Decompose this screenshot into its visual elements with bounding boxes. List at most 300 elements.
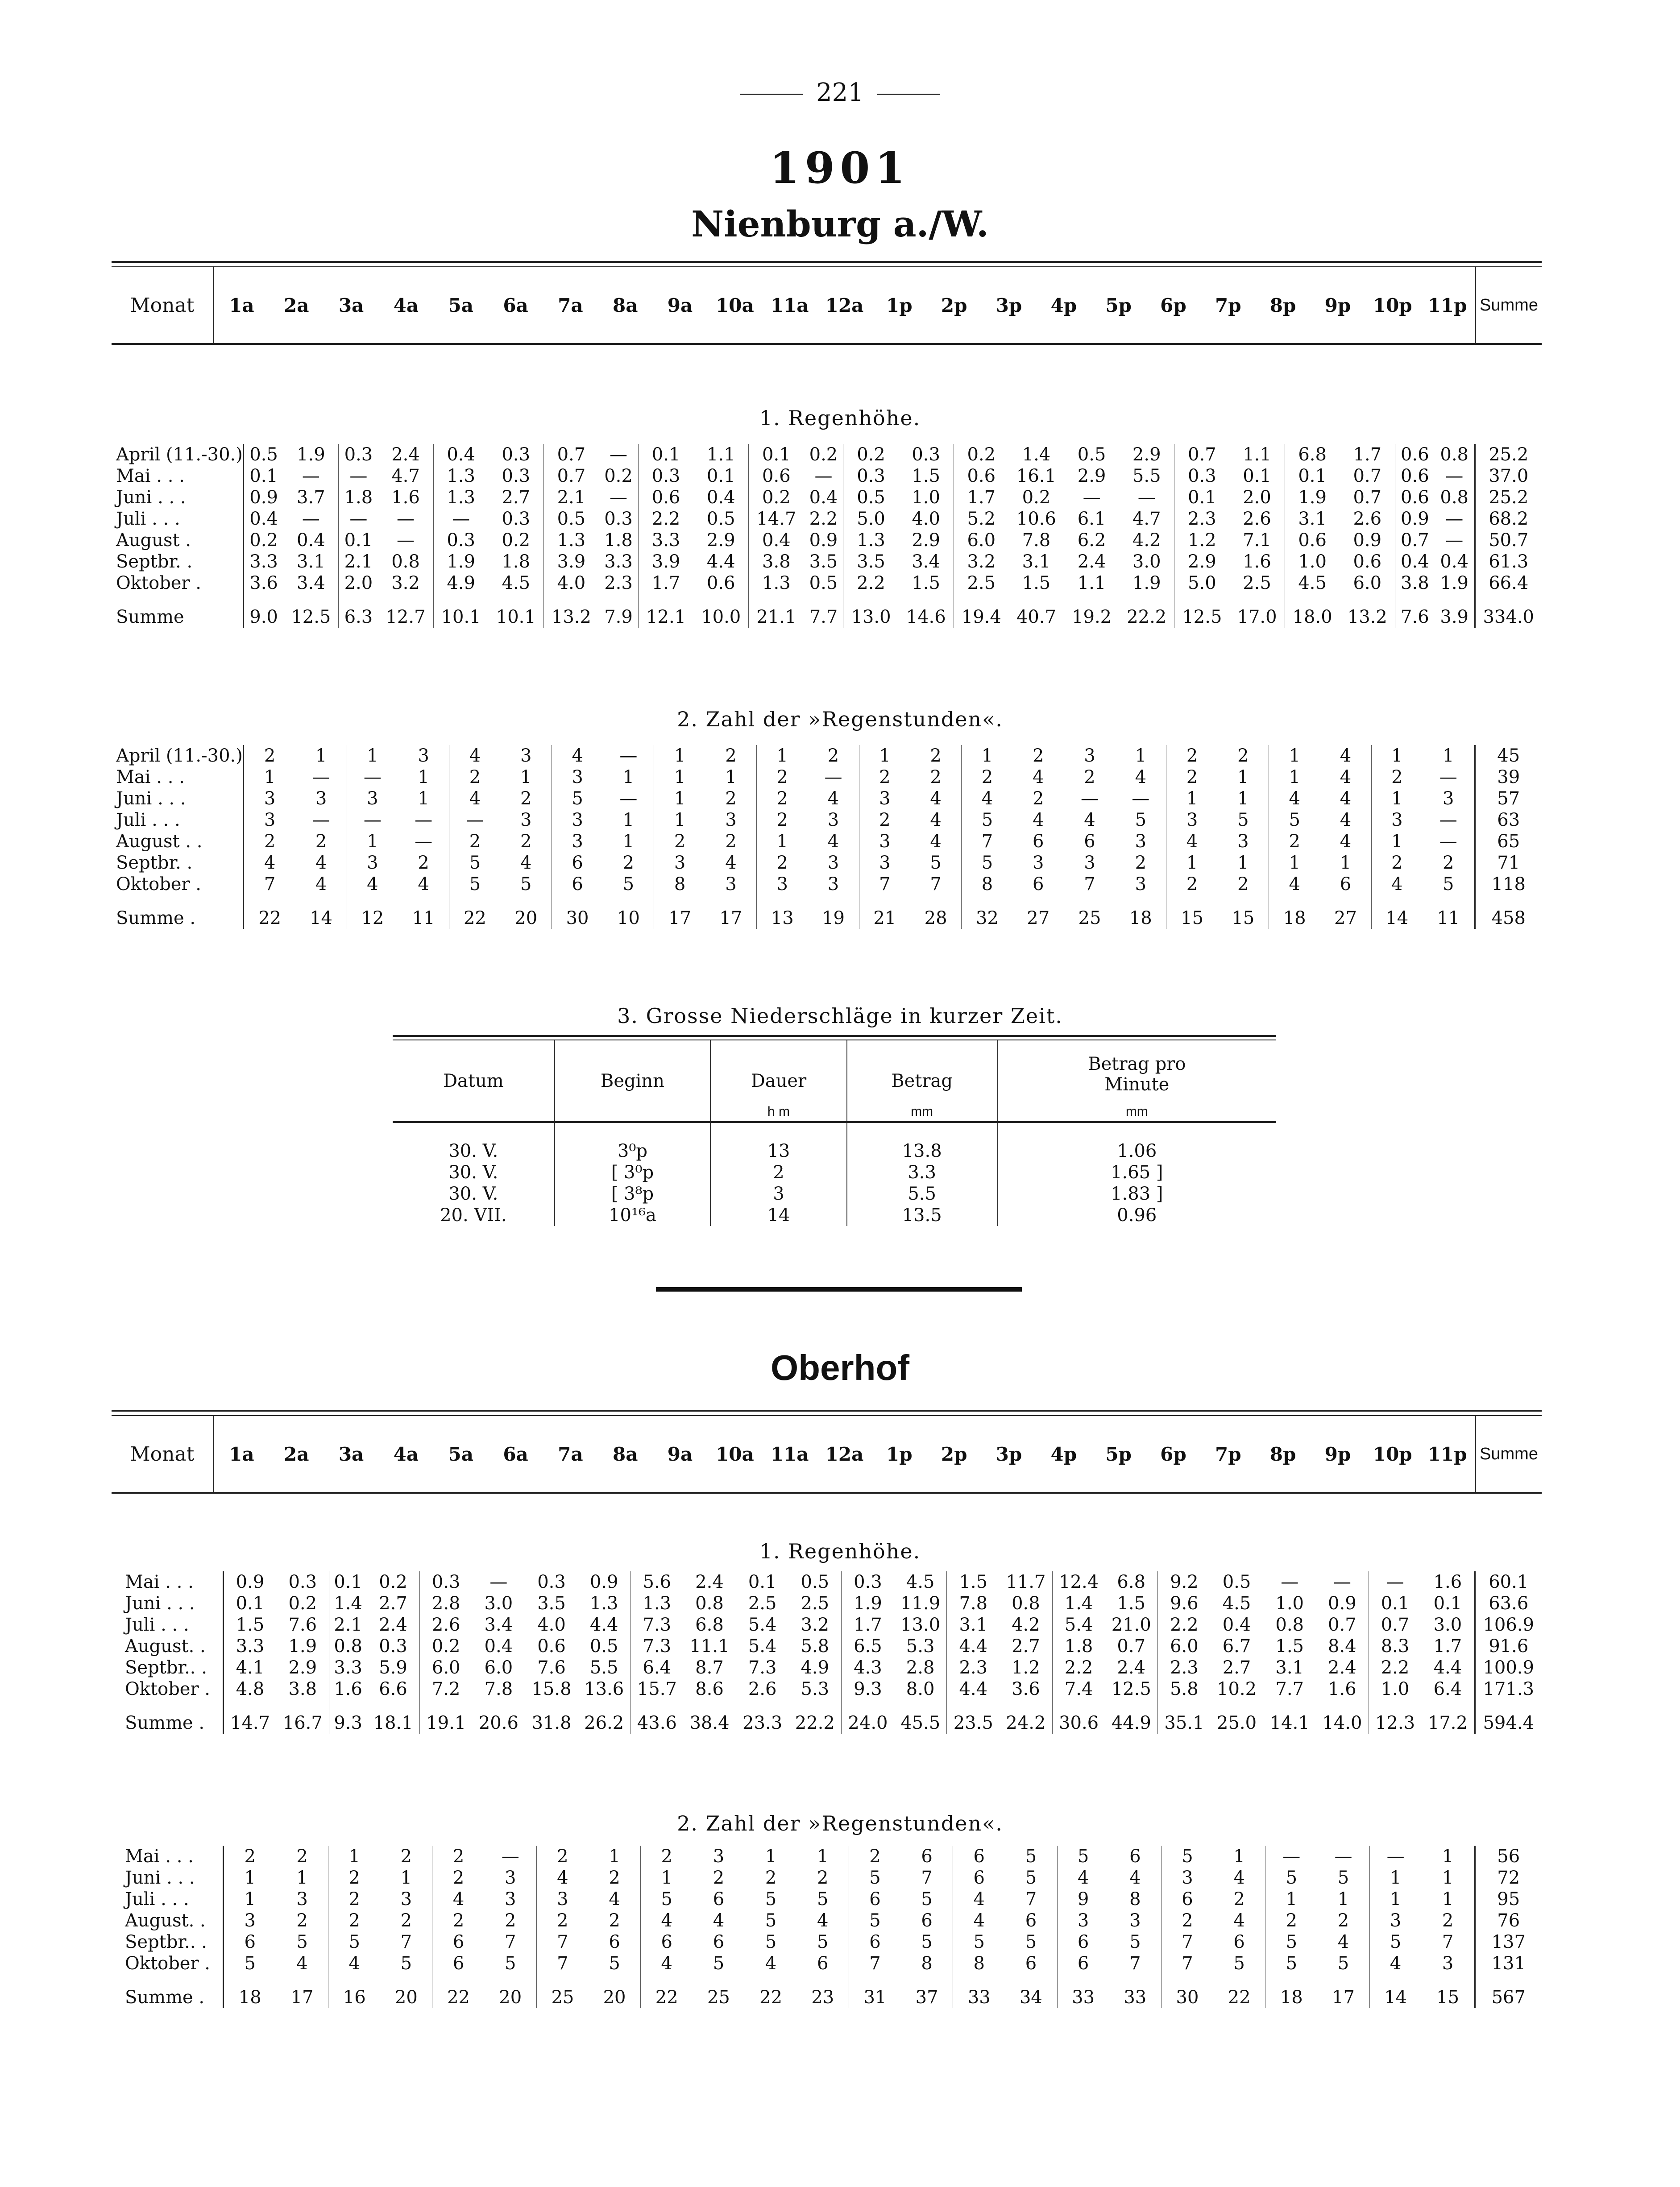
row-sum: 567 [1475, 1974, 1542, 2008]
row-sum: 63.6 [1475, 1593, 1542, 1614]
value-cell: 6.3 [344, 607, 373, 627]
value-cell: 6.0 [431, 1657, 460, 1678]
value-cell: 0.4 [762, 530, 791, 551]
value-cell: 2.0 [1229, 487, 1285, 508]
value-cell: 5 [469, 853, 481, 873]
hour-header-row [112, 267, 1542, 345]
value-cell: 13.2 [551, 607, 591, 627]
month-label: Summe . [112, 895, 243, 929]
value-cell: 1 [1286, 1889, 1298, 1909]
value-cell: 5 [1109, 1931, 1161, 1953]
row-sum: 131 [1475, 1953, 1542, 1974]
value-cell: 2 [705, 831, 757, 852]
value-cell: 0.9 [236, 1572, 265, 1592]
value-cell: 20 [501, 895, 552, 929]
month-label: Mai . . . [112, 766, 243, 788]
value-cell: 6.5 [854, 1636, 882, 1657]
value-cell: 6 [1182, 1889, 1193, 1909]
value-cell: 14.1 [1269, 1713, 1310, 1733]
value-cell: — [349, 466, 368, 486]
value-cell: 1.2 [1188, 530, 1216, 551]
value-cell: 1.8 [489, 551, 544, 572]
value-cell: 7 [901, 1867, 953, 1889]
hour-column-header: 5p [1105, 1443, 1132, 1465]
value-cell: 4.9 [788, 1657, 841, 1678]
value-cell: 16.7 [276, 1700, 329, 1734]
value-cell: 12.5 [1182, 607, 1222, 627]
value-cell: — [466, 810, 484, 830]
value-cell: 2.6 [1340, 508, 1395, 530]
value-cell: 0.5 [788, 1571, 841, 1593]
value-cell: 0.3 [344, 444, 373, 465]
value-cell: 1.1 [1229, 444, 1285, 465]
value-cell: 2 [1013, 788, 1064, 809]
value-cell: 0.7 [1188, 444, 1216, 465]
heavy-rain-row [393, 1205, 1276, 1226]
value-cell: 2 [869, 1846, 881, 1867]
value-cell: 28 [910, 895, 962, 929]
value-cell: 1 [879, 746, 891, 766]
value-cell: 2 [1186, 874, 1198, 895]
value-cell: 1 [244, 1889, 256, 1909]
value-cell: 3.0 [1119, 551, 1174, 572]
value-cell: 15 [1181, 908, 1204, 928]
value-cell: 1.7 [651, 573, 680, 593]
value-cell: 6 [452, 1953, 465, 1974]
value-cell: 1 [367, 831, 378, 852]
value-cell: 21 [873, 908, 896, 928]
value-cell: 2.4 [1077, 551, 1106, 572]
value-cell: 4 [808, 788, 859, 809]
value-cell: 19.1 [426, 1713, 466, 1733]
value-cell: 3 [295, 788, 347, 809]
value-cell: 0.9 [1316, 1593, 1369, 1614]
value-cell: — [1081, 788, 1099, 809]
value-cell: 0.1 [236, 1593, 265, 1614]
value-cell: 4.4 [578, 1614, 631, 1636]
value-cell: 3.0 [1433, 1615, 1462, 1635]
value-cell: 9.2 [1170, 1572, 1199, 1592]
value-cell: 19 [808, 895, 859, 929]
value-cell: 0.5 [578, 1636, 631, 1657]
value-cell: 5 [765, 1910, 777, 1931]
value-cell: 2.6 [748, 1679, 777, 1699]
hour-column-header: 12a [825, 294, 864, 316]
value-cell: — [1439, 810, 1457, 830]
value-cell: 6 [1013, 874, 1064, 895]
value-cell: 33 [967, 1987, 991, 2008]
value-cell: — [398, 809, 449, 831]
value-cell: 7.4 [1064, 1679, 1093, 1699]
value-cell: 1 [705, 766, 757, 788]
value-cell: 2 [1213, 1889, 1265, 1910]
month-label: Septbr. . [112, 551, 243, 572]
value-cell: 15.8 [531, 1679, 572, 1699]
value-cell: 2 [1182, 1910, 1193, 1931]
month-label: Juni . . . [120, 1593, 223, 1614]
value-cell: 2 [776, 853, 788, 873]
value-cell: 32 [975, 908, 999, 928]
value-cell: 1 [398, 766, 449, 788]
table-row [120, 1931, 1542, 1953]
section-title-regenstunden: 2. Zahl der »Regenstunden«. [677, 1811, 1003, 1835]
page-number: 221 [0, 78, 1680, 107]
row-sum: 37.0 [1475, 465, 1542, 487]
value-cell: 2 [1442, 853, 1454, 873]
value-cell: 4 [295, 852, 347, 874]
value-cell: 0.1 [693, 465, 749, 487]
value-cell: 2.1 [557, 487, 586, 508]
value-cell: 1 [1391, 746, 1403, 766]
value-cell: 4 [1289, 788, 1300, 809]
value-cell: 3 [1115, 874, 1166, 895]
value-cell: 4 [1391, 874, 1403, 895]
hour-column-header: 2a [284, 1443, 309, 1465]
value-cell: 3.6 [1000, 1678, 1052, 1700]
value-cell: — [1386, 1846, 1405, 1867]
value-cell: 1.6 [1433, 1572, 1462, 1592]
value-cell: 4.5 [1211, 1593, 1263, 1614]
value-cell: 1.4 [1009, 444, 1064, 465]
value-cell: 31 [863, 1987, 887, 2008]
value-cell: 2.4 [1316, 1657, 1369, 1678]
value-cell: 5.3 [788, 1678, 841, 1700]
rain-amount-table-oberhof [120, 1571, 1542, 1734]
value-cell: 13.6 [578, 1678, 631, 1700]
value-cell: 14 [1385, 908, 1409, 928]
value-cell: 0.1 [748, 1572, 777, 1592]
month-label: August . . [112, 831, 243, 852]
value-cell: 1.8 [1064, 1636, 1093, 1657]
value-cell: 20 [380, 1974, 432, 2008]
value-cell: 0.3 [489, 465, 544, 487]
value-cell: 0.2 [431, 1636, 460, 1657]
value-cell: 4 [1084, 810, 1095, 830]
value-cell: 0.3 [599, 508, 639, 530]
value-cell: 17 [1317, 1974, 1369, 2008]
value-cell: 20.6 [473, 1700, 525, 1734]
value-cell: 5 [1005, 1867, 1057, 1889]
table-row [120, 1953, 1542, 1974]
value-cell: 2.1 [334, 1615, 362, 1635]
value-cell: 3.5 [804, 551, 843, 572]
month-label: Oktober . [120, 1678, 223, 1700]
value-cell: 22 [655, 1987, 678, 2008]
value-cell: 5 [901, 1931, 953, 1953]
value-cell: 1 [674, 810, 686, 830]
row-sum: 25.2 [1475, 444, 1542, 465]
value-cell: 12.5 [1105, 1678, 1157, 1700]
month-label: Mai . . . [120, 1571, 223, 1593]
value-cell: 3 [501, 745, 552, 766]
value-cell: 1 [661, 1868, 672, 1888]
value-cell: 6 [661, 1932, 672, 1952]
row-sum: 76 [1475, 1910, 1542, 1931]
hour-column-header: 8a [612, 1443, 638, 1465]
month-label: Oktober . [112, 572, 243, 594]
value-cell: 19.2 [1072, 607, 1112, 627]
value-cell: 3 [264, 788, 276, 809]
value-cell: 6.7 [1211, 1636, 1263, 1657]
value-cell: 8.4 [1316, 1636, 1369, 1657]
value-cell: 0.4 [1440, 551, 1468, 572]
value-cell: 0.3 [651, 466, 680, 486]
hour-column-header: 7p [1215, 1443, 1241, 1465]
value-cell: 2 [469, 831, 481, 852]
value-cell: 2 [1218, 745, 1269, 766]
table-row [112, 551, 1542, 572]
value-cell: 11 [1437, 908, 1460, 928]
value-cell: 2 [557, 1910, 568, 1931]
heavy-rain-row [393, 1162, 1276, 1183]
month-label: Juni . . . [112, 487, 243, 508]
value-cell: 4 [398, 874, 449, 895]
value-cell: 2 [380, 1910, 432, 1931]
value-cell: 7 [264, 874, 276, 895]
hour-column-header: 10p [1373, 1443, 1412, 1465]
value-cell: 5.5 [578, 1657, 631, 1678]
value-cell: 11 [398, 895, 449, 929]
value-cell: 21.1 [756, 607, 796, 627]
value-cell: 1 [603, 809, 654, 831]
value-cell: 30.6 [1059, 1713, 1099, 1733]
value-cell: 1 [589, 1846, 641, 1867]
value-cell: 1 [1442, 746, 1454, 766]
value-cell: 3 [398, 745, 449, 766]
value-cell: 3.5 [857, 551, 885, 572]
value-cell: 23 [797, 1974, 849, 2008]
value-cell: 1.1 [1077, 573, 1106, 593]
value-cell: 40.7 [1009, 594, 1064, 628]
value-cell: 17.2 [1427, 1713, 1468, 1733]
value-cell: — [1445, 530, 1464, 551]
row-sum: 137 [1475, 1931, 1542, 1953]
value-cell: 0.4 [693, 487, 749, 508]
value-cell: 3.3 [249, 551, 278, 572]
value-cell: 5 [380, 1953, 432, 1974]
month-label: Juli . . . [112, 809, 243, 831]
value-cell: 12.3 [1375, 1713, 1415, 1733]
col-duration: Dauer h m [710, 1040, 846, 1122]
value-cell: 16.1 [1009, 465, 1064, 487]
row-sum: 61.3 [1475, 551, 1542, 572]
month-label: Summe . [120, 1974, 223, 2008]
value-cell: 7 [557, 1953, 568, 1974]
value-cell: 5 [869, 1868, 881, 1888]
value-cell: — [363, 810, 382, 830]
table-row [112, 874, 1542, 895]
value-cell: 2 [1013, 745, 1064, 766]
value-cell: 1.9 [447, 551, 475, 572]
value-cell: 5 [693, 1953, 745, 1974]
value-cell: 17 [668, 908, 692, 928]
table-row [112, 487, 1542, 508]
month-label: Juli . . . [120, 1889, 223, 1910]
value-cell: 2 [1115, 852, 1166, 874]
value-cell: 14 [295, 895, 347, 929]
value-cell: 2 [603, 852, 654, 874]
value-cell: 3.1 [959, 1615, 988, 1635]
row-sum: 171.3 [1475, 1678, 1542, 1700]
value-cell: 7 [1005, 1889, 1057, 1910]
value-cell: 1.3 [578, 1593, 631, 1614]
col-date: Datum [393, 1040, 555, 1122]
value-cell: 1.6 [1229, 551, 1285, 572]
value-cell: 0.7 [557, 466, 586, 486]
value-cell: 3.9 [557, 551, 586, 572]
row-sum: 25.2 [1475, 487, 1542, 508]
value-cell: 20 [485, 1974, 537, 2008]
value-cell: 0.4 [283, 530, 339, 551]
value-cell: 5 [1317, 1953, 1369, 1974]
value-cell: 10.6 [1009, 508, 1064, 530]
value-cell: 3 [1077, 1910, 1089, 1931]
value-cell: 3.9 [651, 551, 680, 572]
value-cell: 4 [295, 874, 347, 895]
value-cell: 0.2 [599, 465, 639, 487]
value-cell: 9.6 [1170, 1593, 1199, 1614]
value-cell: 5 [1005, 1931, 1057, 1953]
value-cell: 1 [276, 1867, 328, 1889]
value-cell: 4 [452, 1889, 465, 1909]
month-label: August . [112, 530, 243, 551]
value-cell: 4 [1320, 745, 1371, 766]
value-cell: 5.8 [1170, 1679, 1199, 1699]
value-cell: 2.4 [1105, 1657, 1157, 1678]
value-cell: 1.3 [557, 530, 586, 551]
hour-column-header: 8a [612, 294, 638, 316]
value-cell: 3 [557, 1889, 568, 1909]
value-cell: — [804, 465, 843, 487]
value-cell: 2.2 [651, 509, 680, 529]
hour-column-header: 6a [503, 1443, 528, 1465]
value-cell: 12.5 [283, 594, 339, 628]
table-row [112, 508, 1542, 530]
value-cell: 1.9 [1119, 572, 1174, 594]
value-cell: 3 [674, 853, 686, 873]
station-title-oberhof: Oberhof [770, 1348, 910, 1388]
value-cell: 7 [1084, 874, 1095, 895]
value-cell: 19.4 [961, 607, 1001, 627]
value-cell: 3.8 [276, 1678, 329, 1700]
value-cell: 5 [501, 874, 552, 895]
value-cell: 4 [557, 1868, 568, 1888]
value-cell: 12.1 [646, 607, 686, 627]
value-cell: 2.1 [344, 551, 373, 572]
value-cell: 6 [901, 1910, 953, 1931]
value-cell: 2 [879, 767, 891, 787]
value-cell: 1 [765, 1846, 777, 1867]
hour-column-header: 1p [886, 294, 913, 316]
value-cell: 2 [589, 1910, 641, 1931]
sum-row [112, 594, 1542, 628]
value-cell: 4 [973, 1889, 985, 1909]
value-cell: 2 [981, 767, 993, 787]
value-cell: 5.3 [894, 1636, 947, 1657]
value-cell: — [808, 766, 859, 788]
value-cell: 6 [901, 1846, 953, 1867]
value-cell: — [283, 465, 339, 487]
value-cell: 7 [1442, 1932, 1454, 1952]
row-sum: 56 [1475, 1846, 1542, 1867]
value-cell: 1 [1442, 1868, 1454, 1888]
value-cell: 3 [879, 788, 891, 809]
value-cell: 38.4 [683, 1700, 736, 1734]
value-cell: 11.9 [894, 1593, 947, 1614]
value-cell: 4.2 [1119, 530, 1174, 551]
value-cell: 7 [485, 1931, 537, 1953]
value-cell: 5 [661, 1889, 672, 1909]
row-sum: 594.4 [1475, 1700, 1542, 1734]
value-cell: 2 [276, 1846, 328, 1867]
value-cell: 3.1 [1009, 551, 1064, 572]
value-cell: 4 [1213, 1910, 1265, 1931]
heavy-rain-start: 3⁰p [555, 1122, 711, 1162]
col-amount: Betrag mm [847, 1040, 997, 1122]
value-cell: 33 [1109, 1974, 1161, 2008]
value-cell: 5 [973, 1932, 985, 1952]
hour-column-header: 2a [284, 294, 309, 316]
value-cell: 25 [551, 1987, 574, 2008]
value-cell: 1.0 [899, 487, 954, 508]
value-cell: 0.5 [693, 508, 749, 530]
sum-row [112, 895, 1542, 929]
value-cell: 2 [776, 767, 788, 787]
value-cell: 6 [1005, 1910, 1057, 1931]
value-cell: 2.6 [431, 1615, 460, 1635]
value-cell: 3 [276, 1889, 328, 1910]
value-cell: 18.1 [367, 1700, 419, 1734]
value-cell: 3 [501, 809, 552, 831]
value-cell: 8 [901, 1953, 953, 1974]
row-sum: 91.6 [1475, 1636, 1542, 1657]
value-cell: 2.2 [1381, 1657, 1410, 1678]
value-cell: 4 [501, 852, 552, 874]
heavy-rain-amount: 3.3 [847, 1162, 997, 1183]
value-cell: 6.6 [367, 1678, 419, 1700]
value-cell: 6 [589, 1931, 641, 1953]
value-cell: 6 [1213, 1931, 1265, 1953]
value-cell: 13.0 [894, 1614, 947, 1636]
value-cell: 0.6 [1340, 551, 1395, 572]
value-cell: 1 [981, 746, 993, 766]
row-sum: 100.9 [1475, 1657, 1542, 1678]
hour-column-header: 7a [558, 294, 583, 316]
value-cell: 4 [973, 1910, 985, 1931]
value-cell: 5 [1317, 1867, 1369, 1889]
value-cell: 44.9 [1105, 1700, 1157, 1734]
value-cell: — [603, 745, 654, 766]
value-cell: 2.9 [1119, 444, 1174, 465]
value-cell: 2.2 [1064, 1657, 1093, 1678]
table-row [120, 1678, 1542, 1700]
value-cell: 4.7 [378, 465, 433, 487]
value-cell: 8 [674, 874, 686, 895]
value-cell: 12.7 [378, 594, 433, 628]
sum-column-header: Summe [1475, 267, 1542, 343]
value-cell: 4.0 [557, 573, 586, 593]
value-cell: 2 [264, 746, 276, 766]
hour-column-header: 5a [448, 1443, 473, 1465]
heavy-rain-table [393, 1035, 1276, 1226]
row-sum: 71 [1475, 852, 1542, 874]
heavy-rain-start: 10¹⁶a [555, 1205, 711, 1226]
value-cell: 4 [1320, 831, 1371, 852]
value-cell: 5.0 [857, 509, 885, 529]
value-cell: 2.2 [857, 573, 885, 593]
value-cell: 2 [452, 1846, 465, 1867]
value-cell: 2.7 [1000, 1636, 1052, 1657]
